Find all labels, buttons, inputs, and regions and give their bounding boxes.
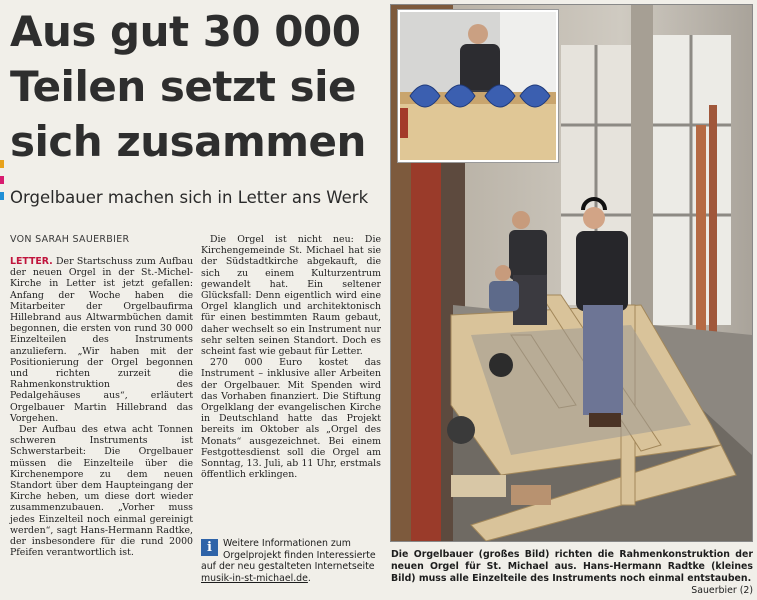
color-mark-blue	[0, 192, 4, 200]
headline-line-3: sich zusammen	[10, 117, 366, 166]
pipe-cleaning-photo	[400, 12, 556, 160]
subheadline: Orgelbauer machen sich in Letter ans Werk	[10, 188, 369, 207]
byline: VON SARAH SAUERBIER	[10, 234, 130, 245]
paragraph: Der Aufbau des etwa acht Tonnen schweren Instruments ist Schwerstarbeit: Die Orgelbauer müssen die Einzelteile über die Kirchenempore zu dem neuen Standort über dem Haupteingang der Kirche heben, um diese dort wieder zusammenzubauen. „Vorher muss jedes Einzelteil noch einmal gereinigt werden“, sagt Hans-Hermann Radtke, der insbesondere für die rund 2000 Pfeifen verantwortlich ist.	[10, 424, 193, 559]
website-link[interactable]: musik-in-st-michael.de	[201, 572, 308, 584]
caption-text: Die Orgelbauer (großes Bild) richten die Rahmenkonstruktion der neuen Orgel für St. Michael aus. Hans-Hermann Radtke (kleines Bild) muss alle Einzelteile des Instruments noch einmal entstauben.	[391, 549, 753, 584]
color-mark-yellow	[0, 160, 4, 168]
headline-line-2: Teilen setzt sie	[10, 62, 356, 111]
paragraph-text: Der Startschuss zum Aufbau der neuen Orgel in der St.-Michel-Kirche in Letter ist jetzt gefallen: Anfang der Woche haben die Mitarbeiter der Orgelbaufirma Hillebrand aus Altwarmbüchen damit begonnen, die ersten von rund 30 000 Einzelteilen des Instruments anzuliefern. „Wir haben mit der Positionierung der Orgel begonnen und richten zurzeit die Rahmenkonstruktion des Pedalgehäuses aus“, erläutert Orgelbauer Martin Hillebrand das Vorgehen.	[10, 256, 193, 424]
color-mark-magenta	[0, 176, 4, 184]
article-column-2	[201, 234, 381, 480]
paragraph: 270 000 Euro kostet das Instrument – inklusive aller Arbeiten der Orgelbauer. Mit Spenden wird das Vorhaben finanziert. Die Stiftung Orgelklang der evangelischen Kirche in Deutschland hatte das Projekt bereits im Oktober als „Orgel des Monats“ ausgezeichnet. Bei einem Festgottesdienst soll die Orgel am Sonntag, 13. Juli, ab 11 Uhr, erstmals öffentlich erklingen.	[201, 357, 381, 481]
dateline: LETTER.	[10, 256, 53, 267]
article-column-1	[10, 256, 193, 558]
color-marks	[0, 160, 4, 208]
paragraph: Die Orgel ist nicht neu: Die Kirchengemeinde St. Michael hat sie der Südstadtkirche abgekauft, die sich zu einem Kulturzentrum gewandelt hat. Ein seltener Glücksfall: Denn eigentlich wird eine Orgel klanglich und architektonisch für einen bestimmten Raum gebaut, daher wechselt so ein Instrument nur sehr selten seinen Standort. Doch es scheint fast wie gebaut für Letter.	[201, 234, 381, 358]
inset-photo	[398, 10, 558, 162]
info-box	[201, 538, 381, 584]
paragraph	[10, 256, 193, 424]
headline	[10, 4, 382, 169]
info-icon: i	[201, 539, 218, 556]
info-text: Weitere Informationen zum Orgelprojekt finden Interessierte auf der neu gestalteten Internetseite	[201, 538, 376, 572]
headline-line-1: Aus gut 30 000	[10, 7, 361, 56]
info-end: .	[307, 572, 311, 584]
photo-credit: Sauerbier (2)	[691, 585, 753, 596]
photo-caption	[391, 549, 753, 597]
